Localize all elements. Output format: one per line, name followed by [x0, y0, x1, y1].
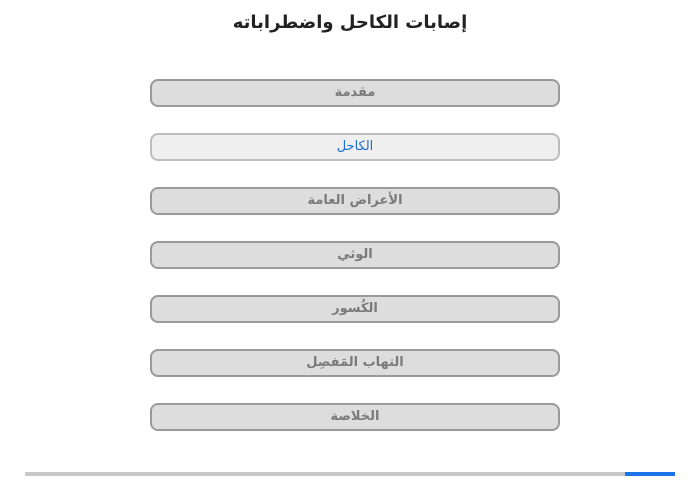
menu-item-summary[interactable]: الخلاصة: [150, 403, 560, 431]
menu-item-general-symptoms[interactable]: الأعراض العامة: [150, 187, 560, 215]
topic-menu: [150, 79, 560, 457]
menu-item-fractures[interactable]: الكُسور: [150, 295, 560, 323]
progress-bar-fill: [625, 472, 675, 476]
menu-item-introduction[interactable]: مقدمة: [150, 79, 560, 107]
menu-item-sprain[interactable]: الوثي: [150, 241, 560, 269]
page-title: إصابات الكاحل واضطراباته: [232, 12, 468, 33]
menu-item-ankle[interactable]: الكاحل: [150, 133, 560, 161]
menu-item-arthritis[interactable]: التهاب المَفصِل: [150, 349, 560, 377]
progress-bar: [25, 472, 675, 476]
